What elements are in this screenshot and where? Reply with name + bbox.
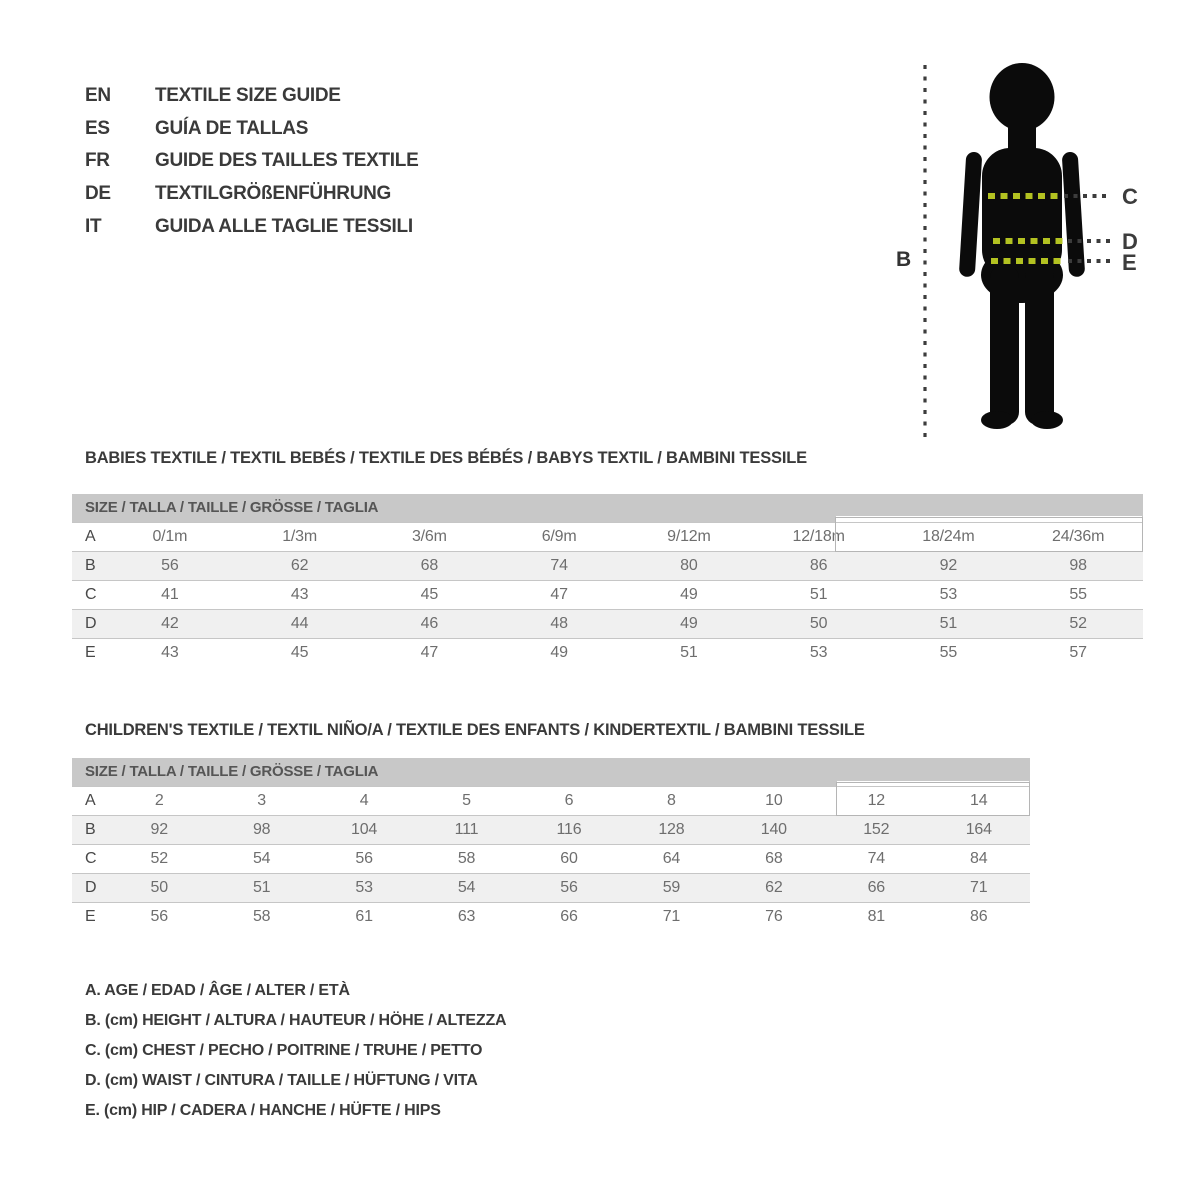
size-cell: 6 — [564, 791, 574, 809]
size-cell: 5 — [462, 791, 471, 809]
size-cell: 12/18m — [792, 527, 845, 545]
size-table-row — [72, 844, 1030, 873]
language-code: ES — [85, 117, 110, 139]
child-silhouette-figure — [860, 40, 1200, 470]
size-cell: 50 — [150, 878, 168, 896]
size-cell: 53 — [809, 643, 828, 661]
size-cell: 74 — [550, 556, 568, 574]
size-cell: 164 — [965, 820, 992, 838]
language-title: TEXTILGRÖßENFÜHRUNG — [155, 183, 392, 205]
language-row — [85, 80, 418, 113]
size-cell: 44 — [290, 614, 309, 632]
size-cell: 6/9m — [541, 527, 577, 545]
size-cell: 50 — [809, 614, 828, 632]
size-cell: 71 — [970, 878, 988, 896]
size-row-label: C — [85, 585, 97, 603]
size-cell: 51 — [680, 643, 698, 661]
size-cell: 61 — [355, 907, 373, 925]
waist-measure-label: D — [1122, 229, 1138, 254]
size-cell: 45 — [290, 643, 309, 661]
size-cell: 140 — [760, 820, 787, 838]
size-cell: 86 — [809, 556, 828, 574]
language-title: GUIDE DES TAILLES TEXTILE — [155, 150, 419, 172]
chest-measure-label: C — [1122, 184, 1138, 209]
size-cell: 56 — [560, 878, 578, 896]
size-cell: 53 — [355, 878, 373, 896]
size-cell: 51 — [809, 585, 828, 603]
size-cell: 111 — [454, 820, 479, 838]
size-cell: 66 — [867, 878, 885, 896]
size-cell: 116 — [556, 820, 582, 838]
size-cell: 92 — [939, 556, 958, 574]
legend-item: C. (cm) CHEST / PECHO / POITRINE / TRUHE / PETTO — [85, 1042, 483, 1059]
size-row-label: B — [85, 556, 96, 574]
size-cell: 56 — [355, 849, 373, 867]
height-measure-label: B — [896, 248, 912, 271]
size-cell: 47 — [420, 643, 439, 661]
size-table-row — [72, 815, 1030, 844]
size-cell: 41 — [161, 585, 179, 603]
size-cell: 47 — [550, 585, 568, 603]
size-cell: 42 — [161, 614, 179, 632]
size-cell: 54 — [252, 849, 271, 867]
babies-table-header: SIZE / TALLA / TAILLE / GRÖSSE / TAGLIA — [72, 494, 1143, 522]
size-cell: 48 — [550, 614, 568, 632]
size-cell: 74 — [867, 849, 885, 867]
size-table-row — [72, 902, 1030, 931]
size-row-label: D — [85, 614, 97, 632]
measure-legend — [85, 976, 506, 1126]
size-cell: 12 — [867, 791, 885, 809]
babies-size-highlight-box — [835, 517, 1143, 552]
language-title: GUIDA ALLE TAGLIE TESSILI — [155, 215, 413, 237]
size-cell: 1/3m — [282, 527, 318, 545]
size-cell: 86 — [970, 907, 988, 925]
size-cell: 81 — [867, 907, 885, 925]
size-cell: 84 — [970, 849, 988, 867]
size-cell: 104 — [351, 820, 378, 838]
size-cell: 8 — [667, 791, 676, 809]
size-table-row — [72, 580, 1143, 609]
size-cell: 10 — [765, 791, 783, 809]
size-cell: 55 — [939, 643, 958, 661]
size-table-row — [72, 873, 1030, 902]
size-cell: 14 — [970, 791, 988, 809]
size-cell: 98 — [1069, 556, 1087, 574]
language-code: EN — [85, 85, 111, 107]
size-cell: 2 — [154, 791, 164, 809]
size-cell: 76 — [765, 907, 783, 925]
size-cell: 56 — [161, 556, 179, 574]
size-row-label: E — [85, 643, 96, 661]
size-cell: 68 — [420, 556, 439, 574]
legend-item: E. (cm) HIP / CADERA / HANCHE / HÜFTE / HIPS — [85, 1102, 441, 1119]
size-cell: 152 — [863, 820, 890, 838]
language-code: DE — [85, 183, 111, 205]
size-cell: 64 — [662, 849, 681, 867]
language-list — [85, 80, 418, 243]
size-cell: 71 — [662, 907, 681, 925]
size-table-row — [72, 551, 1143, 580]
children-table-header: SIZE / TALLA / TAILLE / GRÖSSE / TAGLIA — [72, 758, 1030, 786]
babies-section-title: BABIES TEXTILE / TEXTIL BEBÉS / TEXTILE DES BÉBÉS / BABYS TEXTIL / BAMBINI TESSILE — [85, 449, 807, 467]
children-section-title: CHILDREN'S TEXTILE / TEXTIL NIÑO/A / TEXTILE DES ENFANTS / KINDERTEXTIL / BAMBINI TESSILE — [85, 721, 865, 739]
size-row-label: A — [85, 791, 96, 809]
language-row — [85, 210, 418, 243]
silhouette-shape — [959, 63, 1085, 429]
size-cell: 24/36m — [1052, 527, 1105, 545]
size-cell: 56 — [150, 907, 168, 925]
size-cell: 55 — [1069, 585, 1087, 603]
size-row-label: A — [85, 527, 96, 545]
size-cell: 3 — [257, 791, 266, 809]
children-size-highlight-box — [836, 782, 1030, 816]
size-cell: 57 — [1069, 643, 1087, 661]
size-table-row — [72, 638, 1143, 667]
size-cell: 3/6m — [411, 527, 447, 545]
size-cell: 45 — [420, 585, 439, 603]
size-cell: 98 — [252, 820, 271, 838]
size-cell: 59 — [662, 878, 681, 896]
size-cell: 43 — [161, 643, 179, 661]
size-cell: 49 — [680, 614, 698, 632]
size-cell: 58 — [457, 849, 476, 867]
size-cell: 62 — [765, 878, 783, 896]
language-code: FR — [85, 150, 110, 172]
size-cell: 52 — [1069, 614, 1087, 632]
language-row — [85, 145, 418, 178]
hip-measure-label: E — [1122, 250, 1137, 275]
language-title: TEXTILE SIZE GUIDE — [155, 85, 341, 107]
size-cell: 51 — [939, 614, 958, 632]
size-cell: 92 — [150, 820, 168, 838]
size-cell: 63 — [457, 907, 476, 925]
size-row-label: E — [85, 907, 96, 925]
language-row — [85, 113, 418, 146]
legend-item: A. AGE / EDAD / ÂGE / ALTER / ETÀ — [85, 982, 350, 999]
size-cell: 9/12m — [667, 527, 711, 545]
size-cell: 4 — [359, 791, 369, 809]
legend-item: B. (cm) HEIGHT / ALTURA / HAUTEUR / HÖHE / ALTEZZA — [85, 1012, 507, 1029]
language-title: GUÍA DE TALLAS — [155, 117, 309, 139]
size-cell: 49 — [550, 643, 568, 661]
legend-item: D. (cm) WAIST / CINTURA / TAILLE / HÜFTUNG / VITA — [85, 1072, 478, 1089]
size-cell: 62 — [290, 556, 309, 574]
size-cell: 51 — [252, 878, 271, 896]
size-cell: 60 — [560, 849, 578, 867]
size-cell: 18/24m — [922, 527, 975, 545]
size-cell: 53 — [939, 585, 958, 603]
size-cell: 46 — [420, 614, 439, 632]
size-table-row — [72, 609, 1143, 638]
size-cell: 43 — [290, 585, 309, 603]
size-row-label: B — [85, 820, 96, 838]
size-cell: 54 — [457, 878, 476, 896]
size-cell: 66 — [560, 907, 578, 925]
size-cell: 58 — [252, 907, 271, 925]
size-cell: 0/1m — [152, 527, 188, 545]
size-row-label: C — [85, 849, 97, 867]
size-cell: 80 — [680, 556, 698, 574]
size-cell: 128 — [658, 820, 685, 838]
language-row — [85, 178, 418, 211]
size-cell: 49 — [680, 585, 698, 603]
language-code: IT — [85, 215, 102, 237]
size-row-label: D — [85, 878, 97, 896]
size-cell: 52 — [150, 849, 168, 867]
size-cell: 68 — [765, 849, 783, 867]
